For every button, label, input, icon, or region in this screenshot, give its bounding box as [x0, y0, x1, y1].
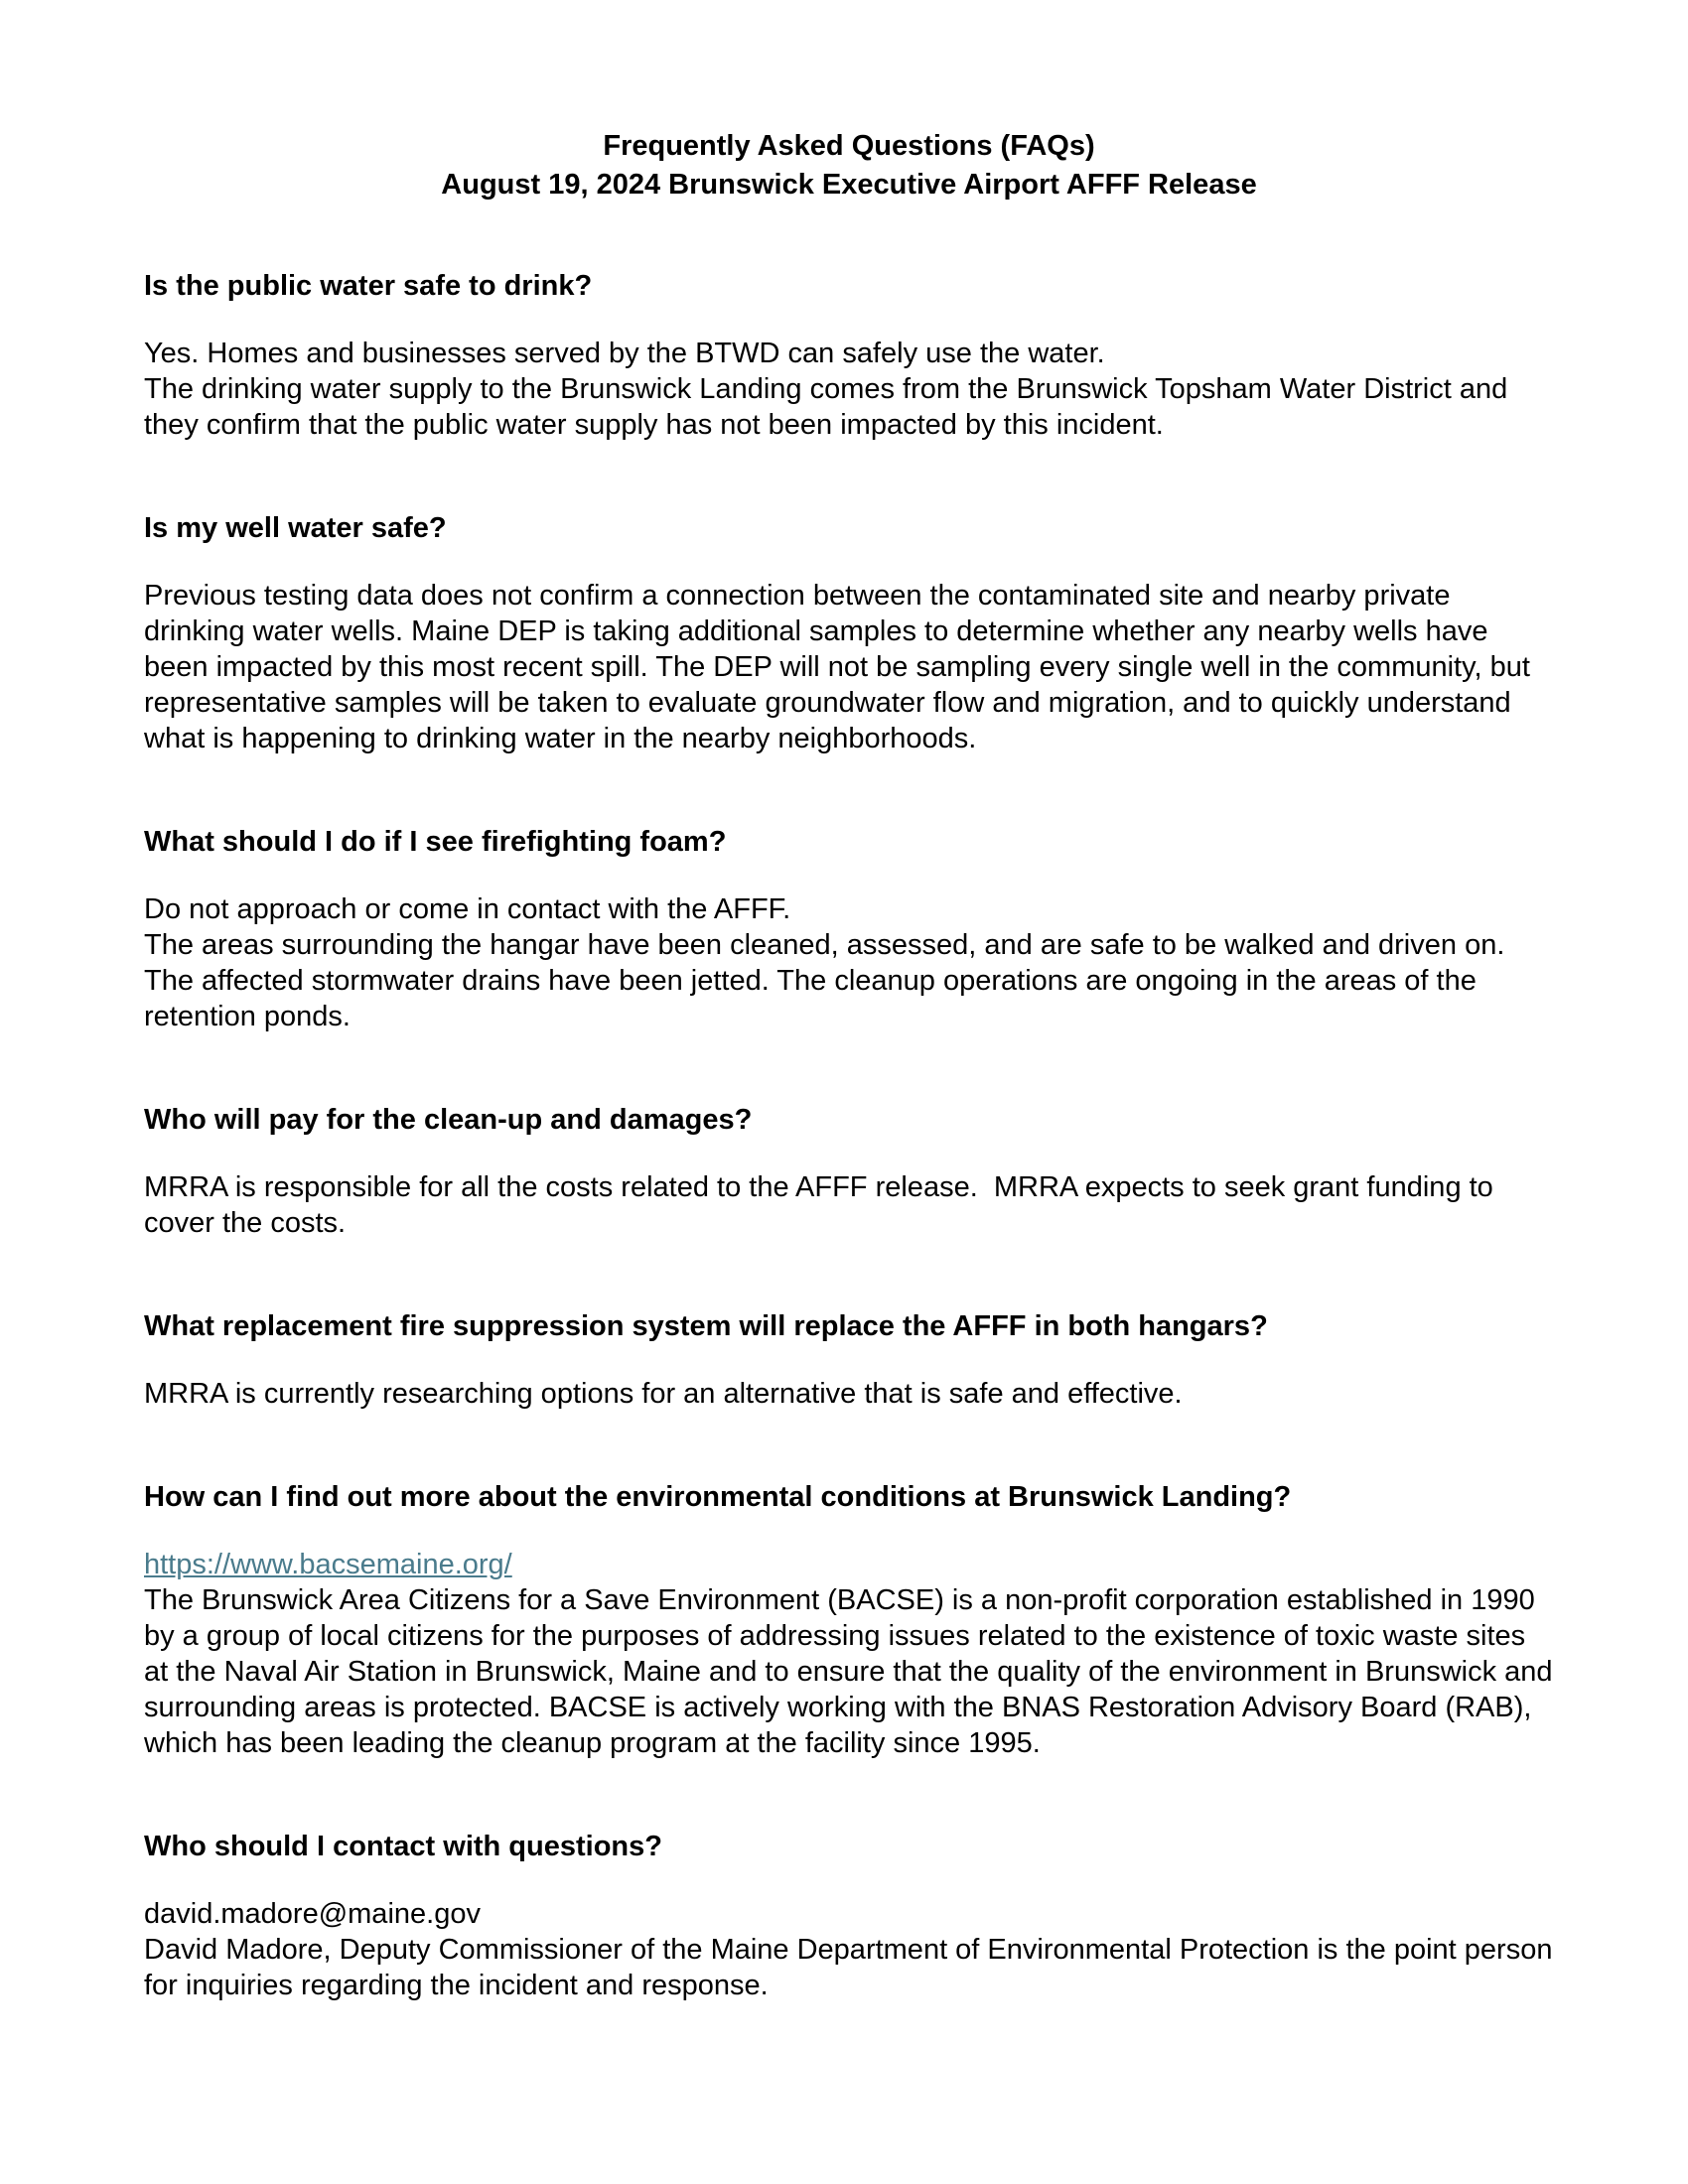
faq-section-contact — [144, 1829, 1561, 2003]
answer-block — [144, 1896, 1561, 2003]
faq-section-firefighting-foam — [144, 824, 1554, 1034]
answer-block — [144, 336, 1554, 443]
bacse-website-link[interactable]: https://www.bacsemaine.org/ — [144, 1549, 512, 1580]
question-heading: Who should I contact with questions? — [144, 1831, 662, 1862]
answer-line: The areas surrounding the hangar have been cleaned, assessed, and are safe to be walked and driven on. The affected stormwater drains have been jetted. The cleanup operations are ongoing in the areas of the retention ponds. — [144, 929, 1512, 1032]
question-heading: How can I find out more about the environmental conditions at Brunswick Landing? — [144, 1481, 1292, 1513]
document-title-line-1: Frequently Asked Questions (FAQs) — [603, 130, 1095, 162]
document-title-line-2: August 19, 2024 Brunswick Executive Airport AFFF Release — [441, 169, 1257, 201]
answer-line: MRRA is currently researching options for an alternative that is safe and effective. — [144, 1378, 1183, 1410]
answer-line: The Brunswick Area Citizens for a Save Environment (BACSE) is a non-profit corporation established in 1990 by a group of local citizens for the purposes of addressing issues related to the existence of toxic waste sites at the Naval Air Station in Brunswick, Maine and to ensure that the quality of the environment in Brunswick and surrounding areas is protected. BACSE is actively working with the BNAS Restoration Advisory Board (RAB), which has been leading the cleanup program at the facility since 1995. — [144, 1584, 1561, 1759]
answer-line: Do not approach or come in contact with the AFFF. — [144, 893, 791, 925]
faq-section-cleanup-costs — [144, 1102, 1554, 1241]
answer-block — [144, 1376, 1554, 1412]
document-title-block — [144, 127, 1554, 205]
question-heading: Is the public water safe to drink? — [144, 270, 593, 302]
answer-line: Yes. Homes and businesses served by the BTWD can safely use the water. — [144, 338, 1105, 369]
answer-line: Previous testing data does not confirm a connection between the contaminated site and nearby private drinking water wells. Maine DEP is taking additional samples to determine whether any nearby wells have been impacted by this most recent spill. The DEP will not be sampling every single well in the community, but representative samples will be taken to evaluate groundwater flow and migration, and to quickly understand what is happening to drinking water in the nearby neighborhoods. — [144, 580, 1538, 754]
answer-line: David Madore, Deputy Commissioner of the Maine Department of Environmental Protection is the point person for inquiries regarding the incident and response. — [144, 1934, 1561, 2001]
answer-block — [144, 578, 1554, 756]
faq-section-well-water — [144, 510, 1554, 756]
faq-section-replacement-system — [144, 1308, 1554, 1412]
question-heading: Is my well water safe? — [144, 512, 447, 544]
answer-block — [144, 891, 1554, 1034]
answer-line: MRRA is responsible for all the costs related to the AFFF release. MRRA expects to seek grant funding to cover the costs. — [144, 1171, 1501, 1239]
contact-email: david.madore@maine.gov — [144, 1898, 481, 1930]
question-heading: What should I do if I see firefighting foam? — [144, 826, 727, 858]
faq-section-public-water — [144, 268, 1554, 443]
answer-block — [144, 1169, 1554, 1241]
question-heading: Who will pay for the clean-up and damages? — [144, 1104, 753, 1136]
faq-section-environmental-conditions — [144, 1479, 1561, 1761]
answer-block — [144, 1547, 1561, 1761]
question-heading: What replacement fire suppression system will replace the AFFF in both hangars? — [144, 1310, 1268, 1342]
answer-line: The drinking water supply to the Brunswick Landing comes from the Brunswick Topsham Water District and they confirm that the public water supply has not been impacted by this incident. — [144, 373, 1516, 441]
